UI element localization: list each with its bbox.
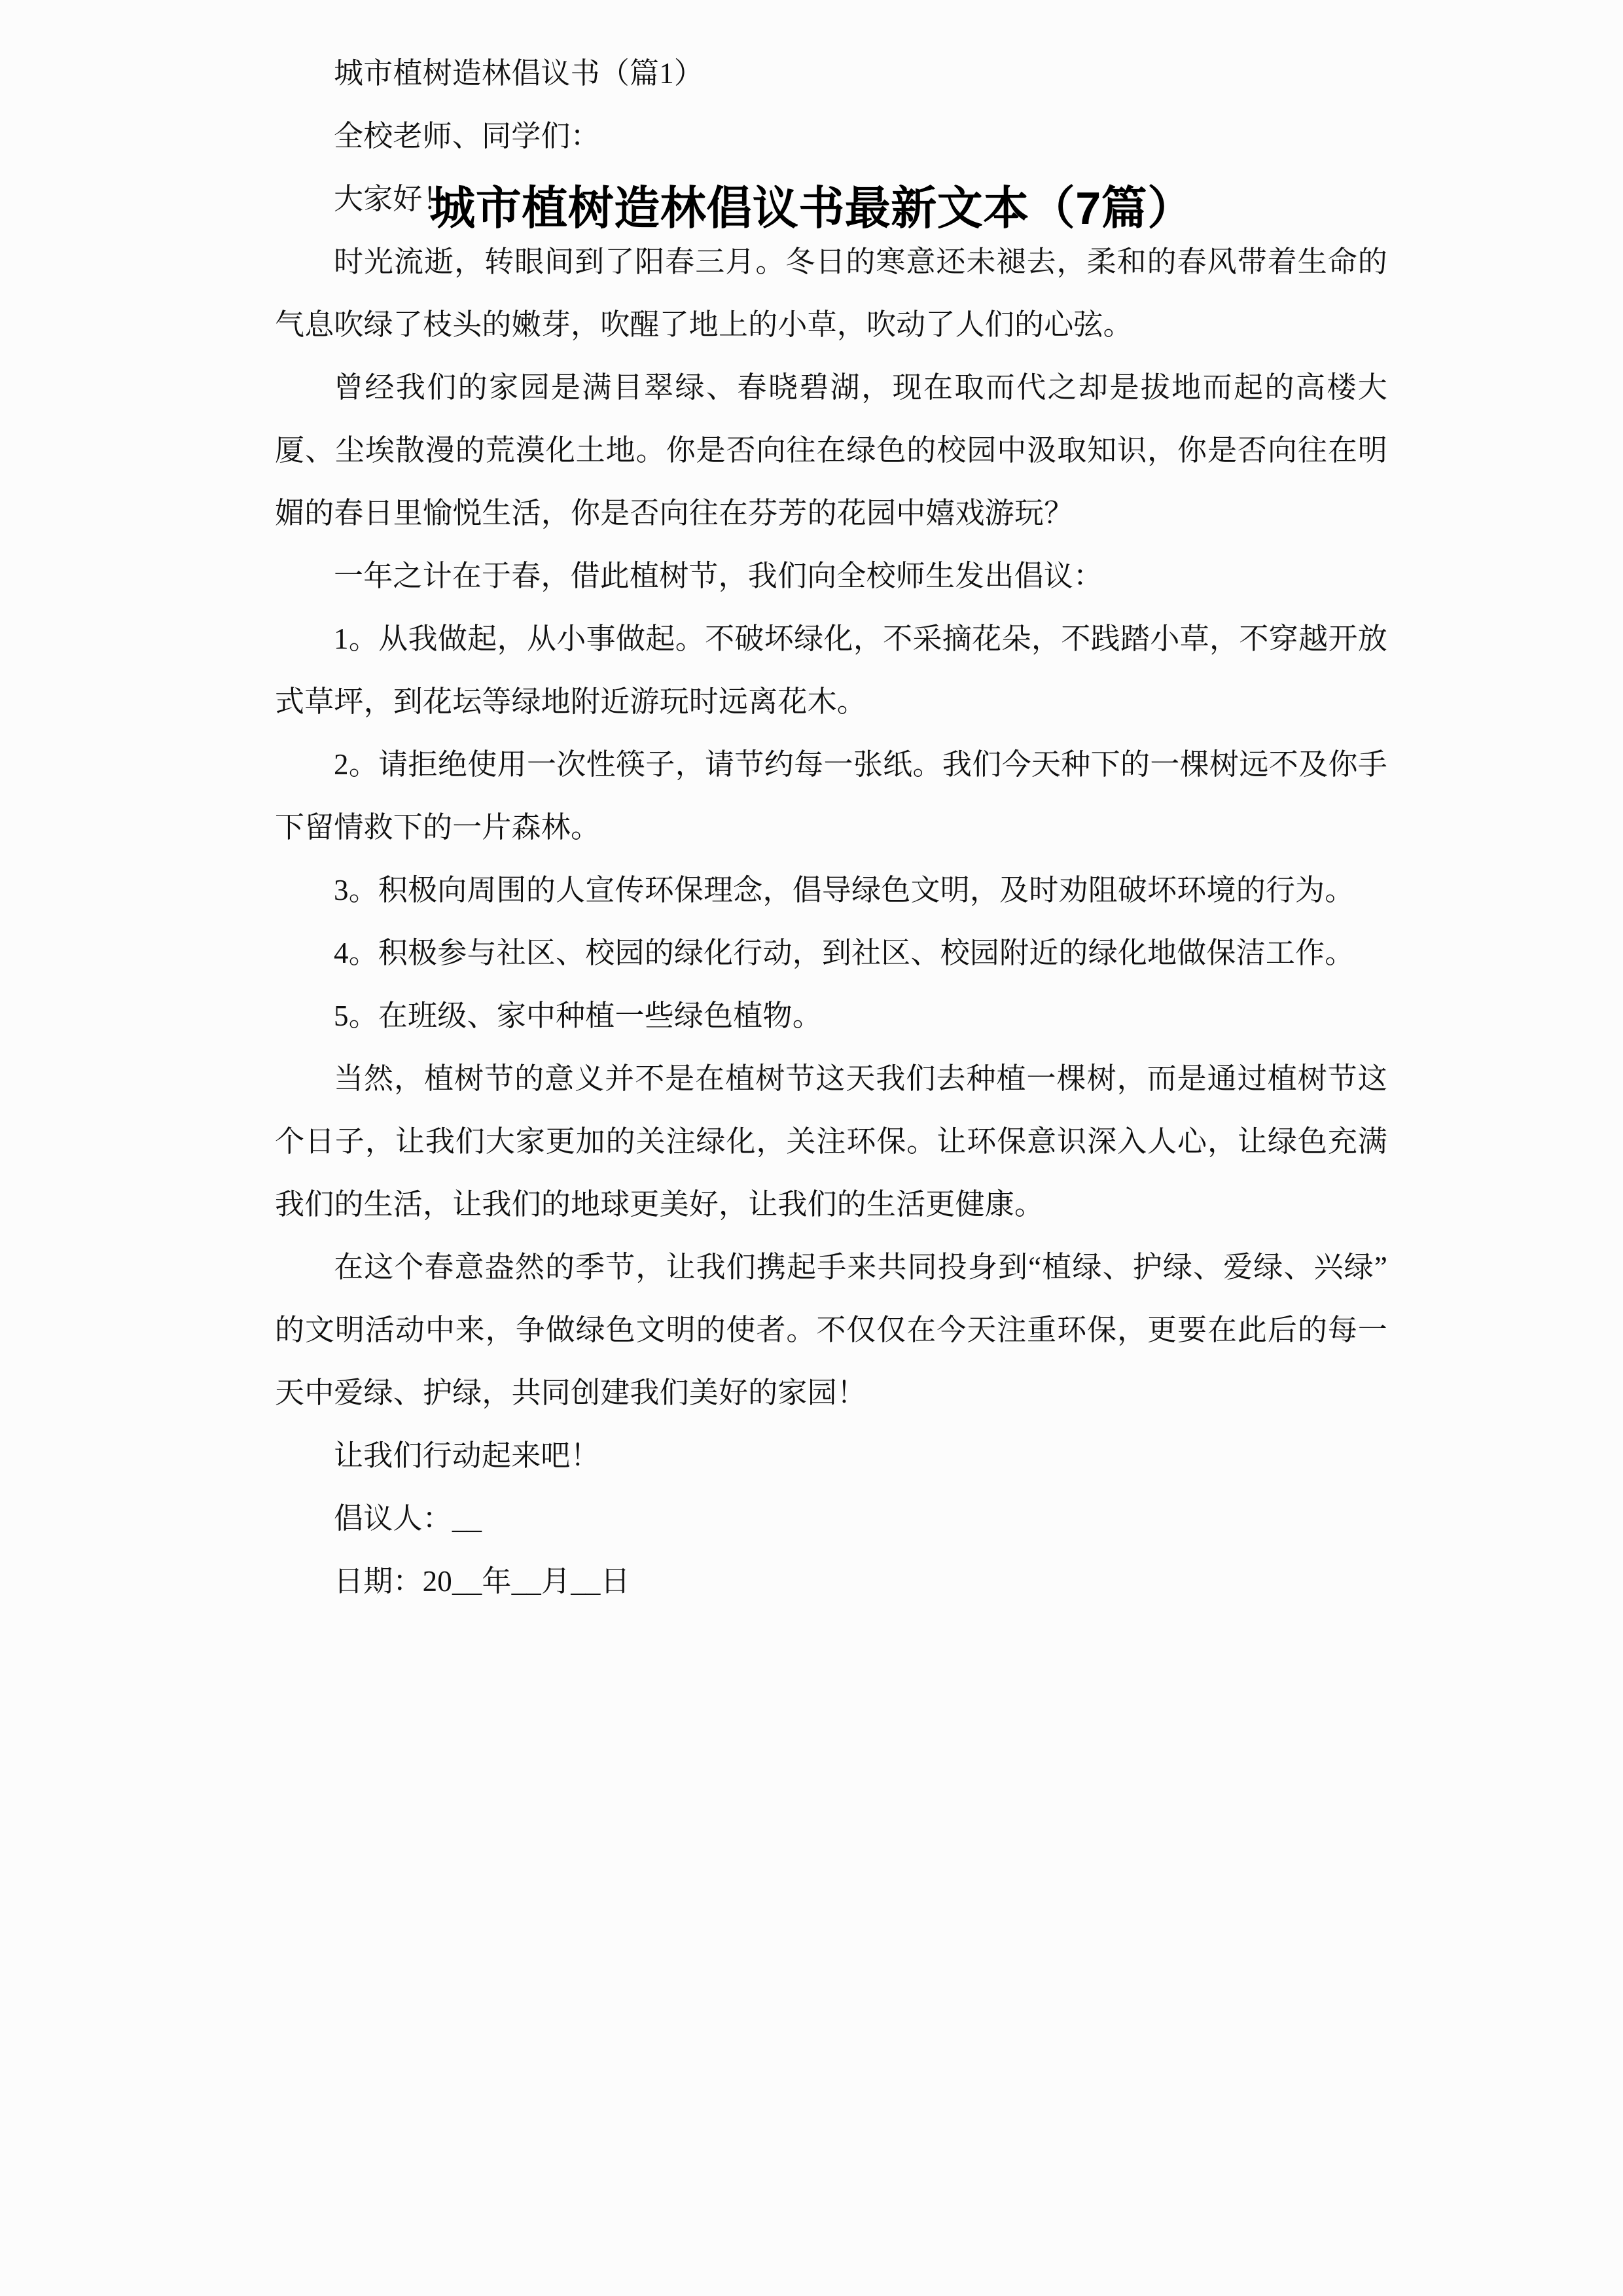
signature-proposer-line xyxy=(275,1487,1387,1550)
paragraph-meaning: 当然，植树节的意义并不是在植树节这天我们去种植一棵树，而是通过植树节这个日子，让我们大家更加的关注绿化，关注环保。让环保意识深入人心，让绿色充满我们的生活，让我们的地球更美好，让我们的生活更健康。 xyxy=(275,1062,1387,1221)
proposal-item-4: 4。积极参与社区、校园的绿化行动，到社区、校园附近的绿化地做保洁工作。 xyxy=(334,937,1355,969)
proposal-item-2: 2。请拒绝使用一次性筷子，请节约每一张纸。我们今天种下的一棵树远不及你手下留情救下的一片森林。 xyxy=(275,748,1387,844)
paragraph-homeland: 曾经我们的家园是满目翠绿、春晓碧湖，现在取而代之却是拔地而起的高楼大厦、尘埃散漫的荒漠化土地。你是否向往在绿色的校园中汲取知识，你是否向往在明媚的春日里愉悦生活，你是否向往在芬芳的花园中嬉戏游玩？ xyxy=(275,371,1387,529)
paragraph-call-to-action: 在这个春意盎然的季节，让我们携起手来共同投身到“植绿、护绿、爱绿、兴绿”的文明活动中来，争做绿色文明的使者。不仅仅在今天注重环保，更要在此后的每一天中爱绿、护绿，共同创建我们美好的家园！ xyxy=(275,1251,1387,1409)
proposal-item-3: 3。积极向周围的人宣传环保理念，倡导绿色文明，及时劝阻破坏环境的行为。 xyxy=(334,874,1355,906)
signature-proposer-value: __ xyxy=(452,1502,482,1535)
signature-date-line xyxy=(275,1550,1387,1613)
signature-proposer-label: 倡议人： xyxy=(334,1502,452,1535)
proposal-item-5: 5。在班级、家中种植一些绿色植物。 xyxy=(334,999,822,1032)
signature-date-value: 20__年__月__日 xyxy=(422,1565,630,1598)
page-title: 城市植树造林倡议书最新文本（7篇） xyxy=(429,183,1194,234)
document-body xyxy=(275,0,1387,1613)
section-heading: 城市植树造林倡议书（篇1） xyxy=(334,57,704,90)
signature-date-label: 日期： xyxy=(334,1565,423,1598)
paragraph-proposal-lead: 一年之计在于春，借此植树节，我们向全校师生发出倡议： xyxy=(334,560,1103,592)
paragraph-spring: 时光流逝，转眼间到了阳春三月。冬日的寒意还未褪去，柔和的春风带着生命的气息吹绿了枝头的嫩芽，吹醒了地上的小草，吹动了人们的心弦。 xyxy=(275,245,1387,341)
proposal-item-1: 1。从我做起，从小事做起。不破坏绿化，不采摘花朵，不践踏小草，不穿越开放式草坪，到花坛等绿地附近游玩时远离花木。 xyxy=(275,622,1387,718)
paragraph-action: 让我们行动起来吧！ xyxy=(334,1439,600,1472)
salutation: 全校老师、同学们： xyxy=(334,120,600,152)
greeting: 大家好！ xyxy=(334,183,452,215)
